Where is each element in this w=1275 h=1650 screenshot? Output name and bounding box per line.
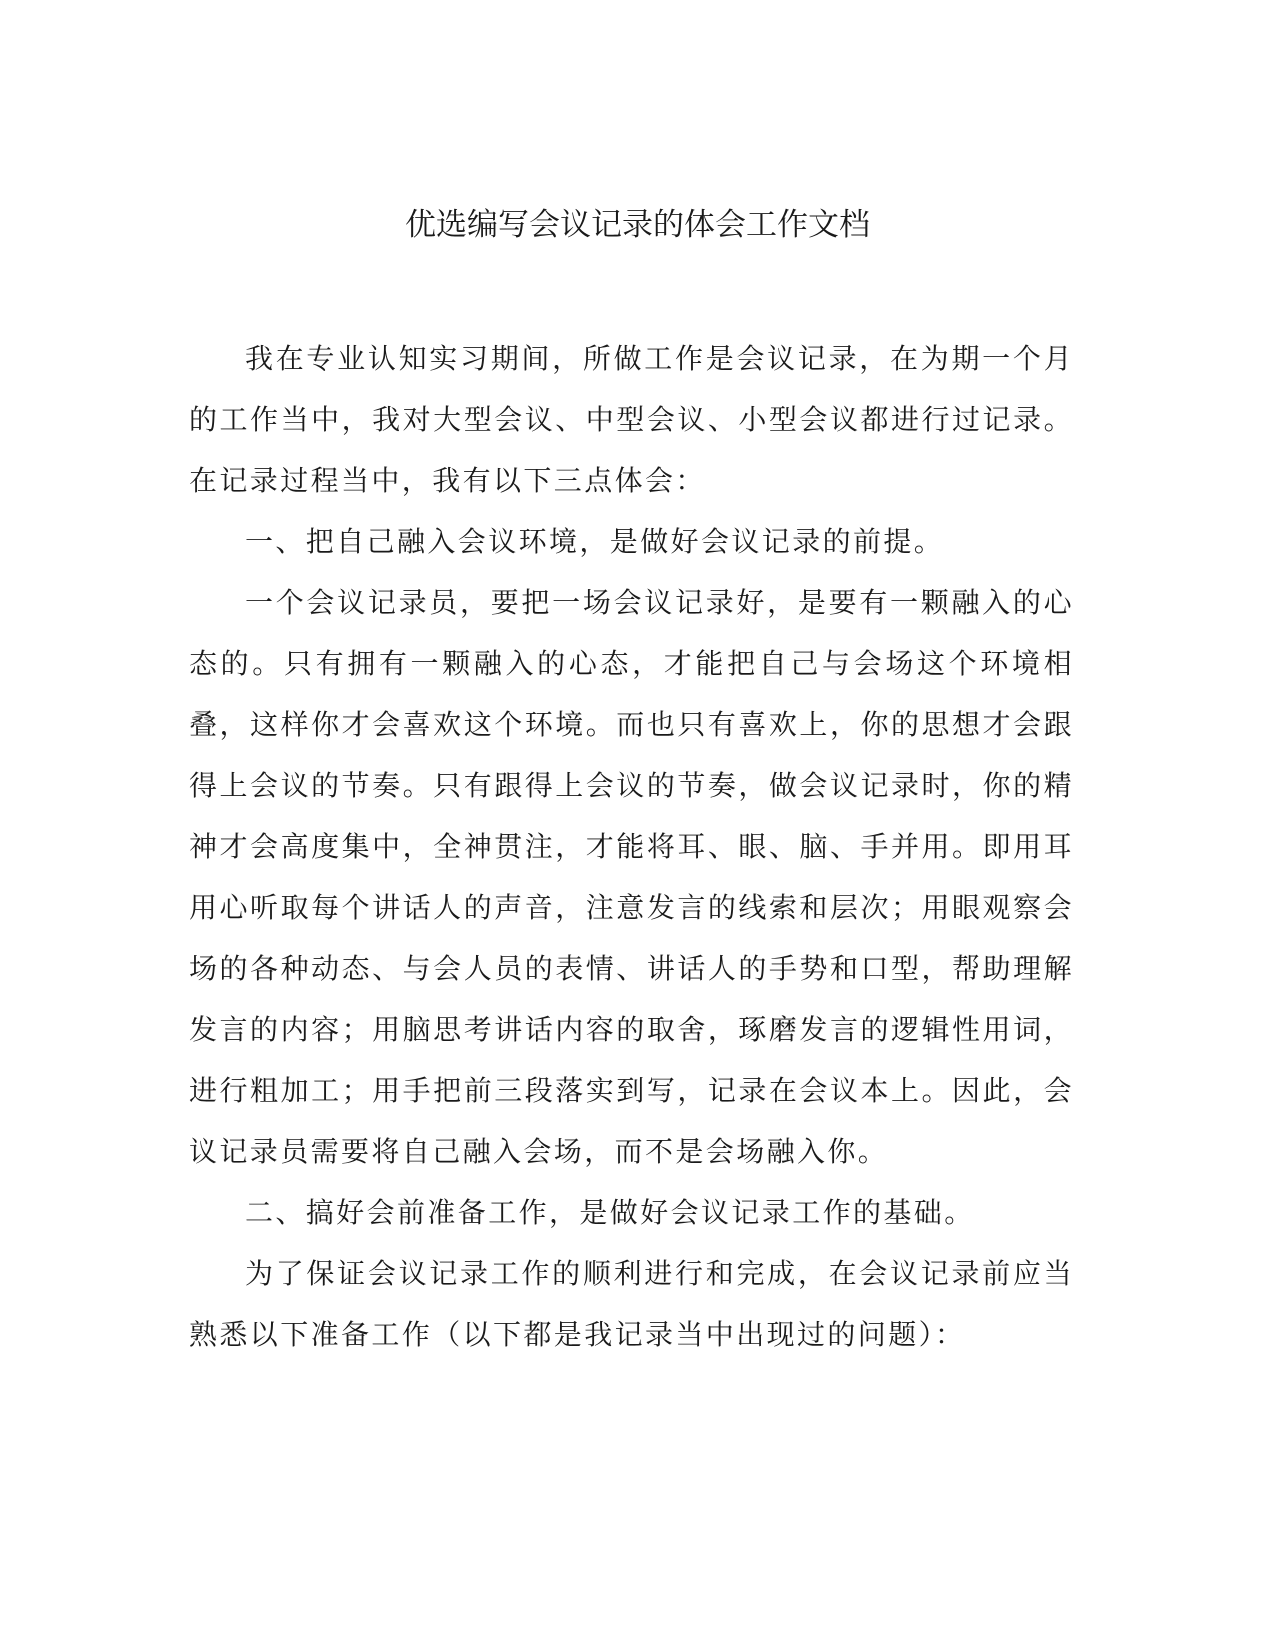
document-title: 优选编写会议记录的体会工作文档 — [405, 207, 870, 243]
paragraph-body-1: 一个会议记录员，要把一场会议记录好，是要有一颗融入的心态的。只有拥有一颗融入的心态，才能把自己与会场这个环境相叠，这样你才会喜欢这个环境。而也只有喜欢上，你的思想才会跟得上会议的节奏。只有跟得上会议的节奏，做会议记录时，你的精神才会高度集中，全神贯注，才能将耳、眼、脑、手并用。即用耳用心听取每个讲话人的声音，注意发言的线索和层次；用眼观察会场的各种动态、与会人员的表情、讲话人的手势和口型，帮助理解发言的内容；用脑思考讲话内容的取舍，琢磨发言的逻辑性用词，进行粗加工；用手把前三段落实到写，记录在会议本上。因此，会议记录员需要将自己融入会场，而不是会场融入你。 — [189, 586, 1074, 1168]
paragraph-heading-1: 一、把自己融入会议环境，是做好会议记录的前提。 — [245, 525, 945, 558]
document-body — [189, 328, 1074, 1365]
paragraph-heading-2: 二、搞好会前准备工作，是做好会议记录工作的基础。 — [245, 1196, 975, 1229]
paragraph-intro: 我在专业认知实习期间，所做工作是会议记录，在为期一个月的工作当中，我对大型会议、中型会议、小型会议都进行过记录。在记录过程当中，我有以下三点体会： — [189, 342, 1074, 497]
paragraph-body-2: 为了保证会议记录工作的顺利进行和完成，在会议记录前应当熟悉以下准备工作（以下都是我记录当中出现过的问题）： — [189, 1257, 1074, 1351]
